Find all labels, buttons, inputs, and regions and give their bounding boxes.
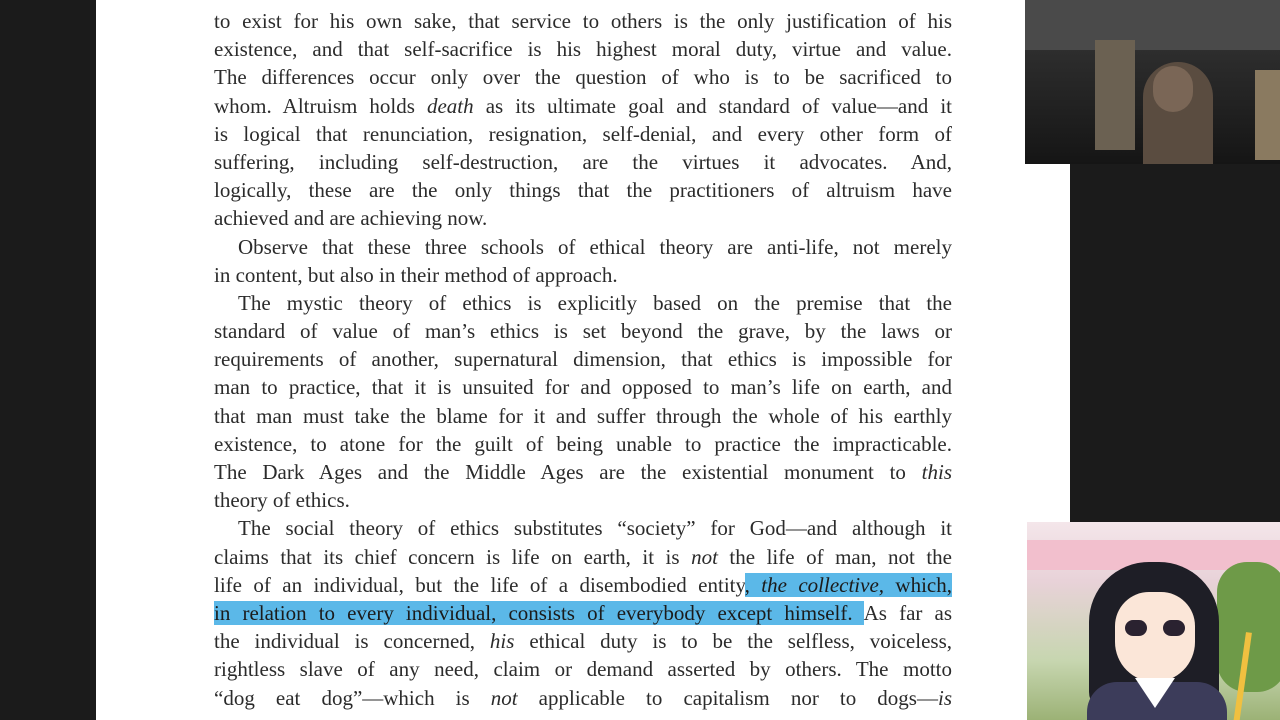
text-line[interactable]	[214, 7, 952, 35]
text-line[interactable]	[214, 92, 952, 120]
italic-text[interactable]: is	[937, 685, 952, 710]
text-line[interactable]	[214, 627, 952, 655]
text-span[interactable]: ethical duty is to be the selfless, voiceless,	[514, 629, 952, 654]
webcam-overlay	[1025, 0, 1280, 164]
text-span[interactable]: claims that its chief concern is life on earth, it is	[214, 544, 692, 569]
text-span[interactable]: whom. Altruism holds	[214, 93, 427, 118]
text-line[interactable]	[214, 233, 952, 261]
text-span[interactable]: logically, these are the only things that the practitioners of altruism have	[214, 178, 952, 203]
highlighted-text[interactable]: in relation to every individual, consists of everybody except himself.	[214, 600, 864, 625]
text-span[interactable]: is logical that renunciation, resignation, self-denial, and every other form of	[214, 121, 952, 146]
text-span[interactable]: standard of value of man’s ethics is set beyond the grave, by the laws or	[214, 319, 952, 344]
italic-text[interactable]: death	[426, 93, 474, 118]
italic-text[interactable]: his	[489, 629, 515, 654]
text-span[interactable]: the individual is concerned,	[214, 629, 490, 654]
text-span[interactable]: rightless slave of any need, claim or demand asserted by others. The motto	[214, 657, 952, 682]
text-span[interactable]: As far as	[863, 600, 952, 625]
italic-text[interactable]: not	[490, 685, 518, 710]
text-span[interactable]: The Dark Ages and the Middle Ages are the existential monument to	[214, 460, 922, 484]
text-span[interactable]: the life of man, not the	[717, 544, 952, 569]
text-line[interactable]	[214, 35, 952, 63]
avatar-overlay	[1027, 522, 1280, 720]
avatar-left-eye	[1125, 620, 1147, 636]
text-span[interactable]: Observe that these three schools of ethical theory are anti-life, not merely	[238, 234, 952, 259]
text-line[interactable]	[214, 458, 952, 486]
text-line[interactable]	[214, 599, 952, 627]
webcam-shelf	[1095, 40, 1135, 150]
webcam-lamp	[1255, 70, 1280, 160]
text-line[interactable]	[214, 402, 952, 430]
avatar-right-eye	[1163, 620, 1185, 636]
text-span[interactable]: The mystic theory of ethics is explicitly based on the premise that the	[238, 290, 952, 315]
text-line[interactable]	[214, 543, 952, 571]
document-text	[214, 7, 952, 712]
text-line[interactable]	[214, 345, 952, 373]
italic-text[interactable]: not	[691, 544, 718, 569]
text-span[interactable]: suffering, including self-destruction, are the virtues it advocates. And,	[214, 149, 952, 174]
text-line[interactable]	[214, 317, 952, 345]
text-line[interactable]	[214, 289, 952, 317]
avatar-face	[1115, 592, 1195, 682]
text-span[interactable]: theory of ethics.	[214, 488, 350, 513]
highlighted-text[interactable]: which,	[884, 572, 952, 597]
text-span[interactable]: achieved and are achieving now.	[214, 206, 488, 231]
text-line[interactable]	[214, 373, 952, 401]
text-line[interactable]	[214, 261, 952, 289]
text-line[interactable]	[214, 571, 952, 599]
text-span[interactable]: in content, but also in their method of approach.	[214, 262, 618, 287]
text-line[interactable]	[214, 63, 952, 91]
highlighted-text[interactable]: ,	[744, 572, 762, 597]
text-span[interactable]: The differences occur only over the question of who is to be sacrificed to	[214, 65, 952, 90]
text-line[interactable]	[214, 514, 952, 542]
text-span[interactable]: man to practice, that it is unsuited for and opposed to man’s life on earth, and	[214, 375, 952, 400]
text-span[interactable]: as its ultimate goal and standard of value—and it	[473, 93, 952, 118]
text-line[interactable]	[214, 486, 952, 514]
document-page	[96, 0, 1070, 720]
webcam-wall	[1025, 0, 1280, 50]
text-span[interactable]: existence, and that self-sacrifice is his highest moral duty, virtue and value.	[214, 37, 952, 62]
highlighted-text[interactable]: the collective,	[761, 572, 885, 597]
text-span[interactable]: The social theory of ethics substitutes “society” for God—and although it	[238, 516, 952, 541]
text-span[interactable]: applicable to capitalism nor to dogs—	[517, 685, 938, 710]
text-line[interactable]	[214, 120, 952, 148]
text-line[interactable]	[214, 148, 952, 176]
text-line[interactable]	[214, 430, 952, 458]
webcam-person-head	[1153, 66, 1193, 112]
text-line[interactable]	[214, 176, 952, 204]
text-span[interactable]: to exist for his own sake, that service to others is the only justification of his	[214, 9, 952, 33]
text-span[interactable]: existence, to atone for the guilt of being unable to practice the impracticable.	[214, 431, 952, 456]
text-line[interactable]	[214, 655, 952, 683]
text-span[interactable]: that man must take the blame for it and suffer through the whole of his earthly	[214, 403, 952, 428]
text-line[interactable]	[214, 204, 952, 232]
text-span[interactable]: “dog eat dog”—which is	[214, 685, 491, 710]
text-span[interactable]: requirements of another, supernatural dimension, that ethics is impossible for	[214, 347, 952, 372]
italic-text[interactable]: this	[921, 460, 952, 484]
text-line[interactable]	[214, 684, 952, 712]
avatar-tree	[1217, 562, 1280, 692]
text-span[interactable]: life of an individual, but the life of a disembodied entity	[214, 572, 745, 597]
